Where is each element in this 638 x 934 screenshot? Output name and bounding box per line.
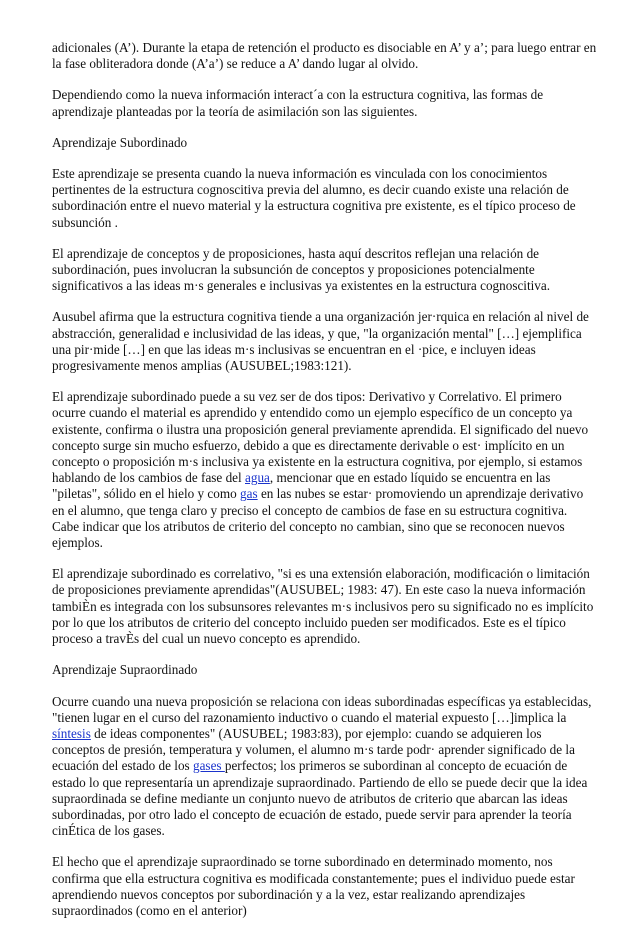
paragraph-derivative-correlative [52,389,597,551]
paragraph-correlative: El aprendizaje subordinado es correlativo, "si es una extensión elaboración, modificación o limitación de proposiciones previamente aprendidas"(AUSUBEL; 1983: 47). En este caso la nueva información tambiÈn es integrada con los subsunsores relevantes m·s inclusivos pero su significado no es implícito por lo que los atributos de criterio del concepto incluido pueden ser modificados. Este es el típico proceso a travÈs del cual un nuevo concepto es aprendido. [52,566,594,647]
paragraph-retention: adicionales (A’). Durante la etapa de retención el producto es disociable en A’ y a’; para luego entrar en la fase obliteradora donde (A’a’) se reduce a A’ dando lugar al olvido. [52,40,597,72]
paragraph-supraordinate-definition [52,694,597,840]
link-sintesis[interactable]: síntesis [52,725,91,741]
paragraph-ausubel-hierarchy: Ausubel afirma que la estructura cognitiva tiende a una organización jer·rquica en relación al nivel de abstracción, generalidad e inclusividad de las ideas, y que, "la organización mental" […] ejemplifica una pir·mide […] en que las ideas m·s inclusivas se encuentran en el ·pice, e incluyen ideas progresivamente menos amplias (AUSUBEL;1983:121). [52,309,589,374]
paragraph-text-segment: en las nubes se estar· promoviendo un aprendizaje derivativo en el alumno, que tenga claro y preciso el concepto de cambios de fase en su estructura cognitiva. Cabe indicar que los atributos de criterio del concepto no cambian, sino que se reconocen nuevos ejemplos. [52,486,584,551]
heading-supraordinate-learning: Aprendizaje Supraordinado [52,662,198,678]
paragraph-text-segment: El aprendizaje subordinado puede a su vez ser de dos tipos: Derivativo y Correlativo. El primero ocurre cuando el material es aprendido y entendido como un ejemplo específico de un concepto ya existente, confirma o ilustra una proposición general previamente aprendida. El significado del nuevo concepto surge sin mucho esfuerzo, debido a que es directamente derivable o est· implícito en un concepto o proposición m·s inclusiva ya existente en la estructura cognitiva, por ejemplo, si estamos hablando de los cambios de fase del [52,389,589,486]
paragraph-structure-modified: El hecho que el aprendizaje supraordinado se torne subordinado en determinado momento, nos confirma que ella estructura cognitiva es modificada constantemente; pues el individuo puede estar aprendiendo nuevos conceptos por subordinación y a la vez, estar realizando aprendizajes supraordinados (como en el anterior) [52,854,575,918]
link-agua[interactable]: agua [245,470,270,486]
link-gas[interactable]: gas [240,486,258,502]
paragraph-text-segment: de ideas componentes" (AUSUBEL; 1983:83), por ejemplo: cuando se adquieren los conceptos de presión, temperatura y volumen, el alumno m·s tarde podr· aprender significado de la ecuación del estado de los [52,725,575,774]
document-page [52,40,597,934]
paragraph-text-segment: perfectos; los primeros se subordinan al concepto de ecuación de estado lo que representaría un aprendizaje supraordinado. Partiendo de ello se puede decir que la idea supraordinada se define mediante un conjunto nuevo de atributos de criterio que abarcan las ideas subordinadas, por otro lado el concepto de ecuación de estado, puede servir para aprender la teoría cinÉtica de los gases. [52,758,588,839]
paragraph-assimilation-forms: Dependiendo como la nueva información interact´a con la estructura cognitiva, las formas de aprendizaje planteadas por la teoría de asimilación son las siguientes. [52,87,544,119]
paragraph-concepts-propositions: El aprendizaje de conceptos y de proposiciones, hasta aquí descritos reflejan una relación de subordinación, pues involucran la subsunción de conceptos y proposiciones potencialmente significativos a las ideas m·s generales e inclusivas ya existentes en la estructura cognoscitiva. [52,245,551,294]
paragraph-subordinate-definition: Este aprendizaje se presenta cuando la nueva información es vinculada con los conocimientos pertinentes de la estructura cognoscitiva previa del alumno, es decir cuando existe una relación de subordinación entre el nuevo material y la estructura cognitiva pre existente, es el típico proceso de subsunción . [52,166,576,230]
heading-subordinate-learning: Aprendizaje Subordinado [52,134,188,150]
link-gases[interactable]: gases [192,758,225,774]
paragraph-text-segment: , mencionar que en estado líquido se encuentra en las "piletas", sólido en el hielo y como [52,470,551,502]
paragraph-text-segment: Ocurre cuando una nueva proposición se relaciona con ideas subordinadas específicas ya establecidas, "tienen lugar en el curso del razonamiento inductivo o cuando el material expuesto […]implica la [52,693,592,725]
